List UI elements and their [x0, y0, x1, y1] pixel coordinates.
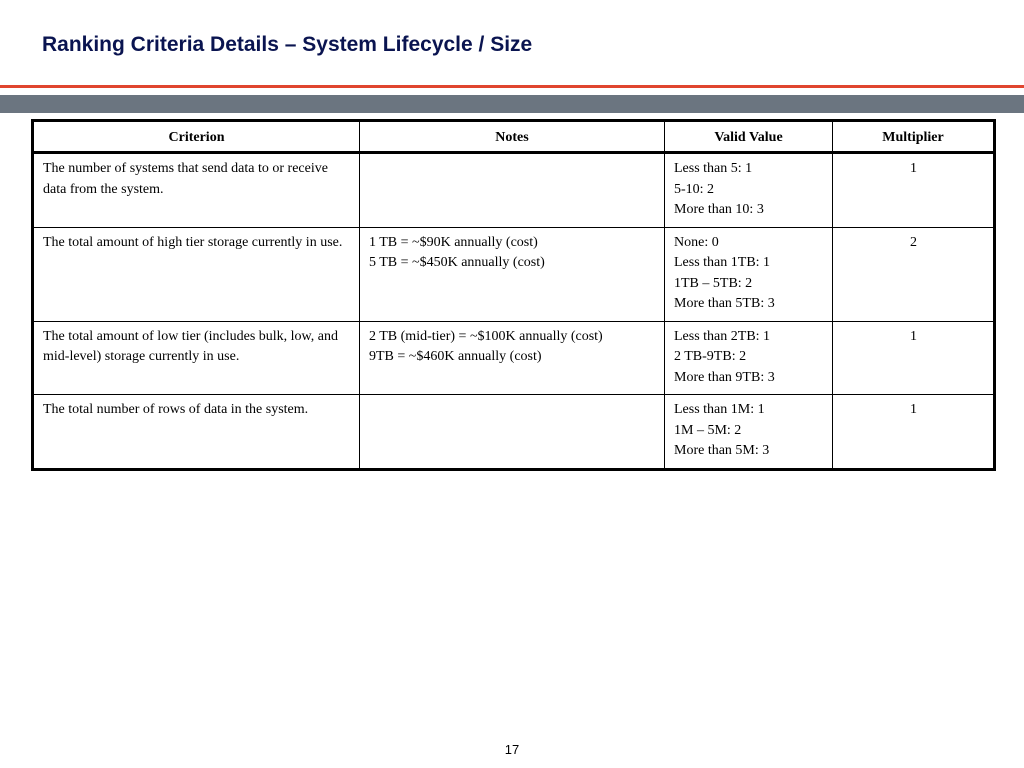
notes-cell: [360, 395, 665, 470]
valid-value-line: More than 10: 3: [674, 202, 764, 217]
valid-value-line: More than 5M: 3: [674, 443, 770, 458]
column-header-multiplier: Multiplier: [833, 121, 995, 153]
criterion-cell: The total amount of high tier storage currently in use.: [33, 227, 360, 321]
valid-value-line: Less than 1TB: 1: [674, 255, 771, 270]
notes-line: 5 TB = ~$450K annually (cost): [369, 255, 545, 270]
multiplier-cell: 2: [833, 227, 995, 321]
valid-value-line: Less than 1M: 1: [674, 402, 765, 417]
valid-value-line: Less than 5: 1: [674, 161, 753, 176]
notes-cell: [360, 321, 665, 395]
table-row: [33, 153, 995, 228]
valid-value-line: 2 TB-9TB: 2: [674, 349, 747, 364]
valid-value-line: 1M – 5M: 2: [674, 422, 742, 438]
multiplier-cell: 1: [833, 153, 995, 228]
column-header-notes: Notes: [360, 121, 665, 153]
slide-title: Ranking Criteria Details – System Lifecycle / Size: [42, 33, 533, 56]
header-red-rule: [0, 85, 1024, 88]
table-header-row: [33, 121, 995, 153]
valid-value-line: More than 9TB: 3: [674, 369, 775, 385]
notes-cell: [360, 227, 665, 321]
notes-line: 9TB = ~$460K annually (cost): [369, 349, 542, 364]
criterion-cell: The total amount of low tier (includes bulk, low, and mid-level) storage currently in use.: [33, 321, 360, 395]
multiplier-cell: 1: [833, 395, 995, 470]
valid-value-line: 1TB – 5TB: 2: [674, 275, 753, 291]
page-number: 17: [504, 742, 520, 757]
valid-value-line: 5-10: 2: [674, 181, 715, 197]
valid-value-cell: [665, 395, 833, 470]
notes-line: 2 TB (mid-tier) = ~$100K annually (cost): [369, 328, 603, 344]
table-row: [33, 321, 995, 395]
valid-value-line: None: 0: [674, 234, 719, 250]
column-header-valid-value: Valid Value: [665, 121, 833, 153]
valid-value-line: More than 5TB: 3: [674, 296, 775, 311]
valid-value-cell: [665, 321, 833, 395]
notes-cell: [360, 153, 665, 228]
criteria-table: [31, 119, 996, 471]
criterion-cell: The number of systems that send data to or receive data from the system.: [33, 153, 360, 228]
table-row: [33, 395, 995, 470]
column-header-criterion: Criterion: [33, 121, 360, 153]
header-gray-band: [0, 95, 1024, 113]
table-row: [33, 227, 995, 321]
valid-value-cell: [665, 153, 833, 228]
notes-line: 1 TB = ~$90K annually (cost): [369, 234, 538, 250]
criterion-cell: The total number of rows of data in the system.: [33, 395, 360, 470]
multiplier-cell: 1: [833, 321, 995, 395]
valid-value-cell: [665, 227, 833, 321]
valid-value-line: Less than 2TB: 1: [674, 328, 771, 344]
